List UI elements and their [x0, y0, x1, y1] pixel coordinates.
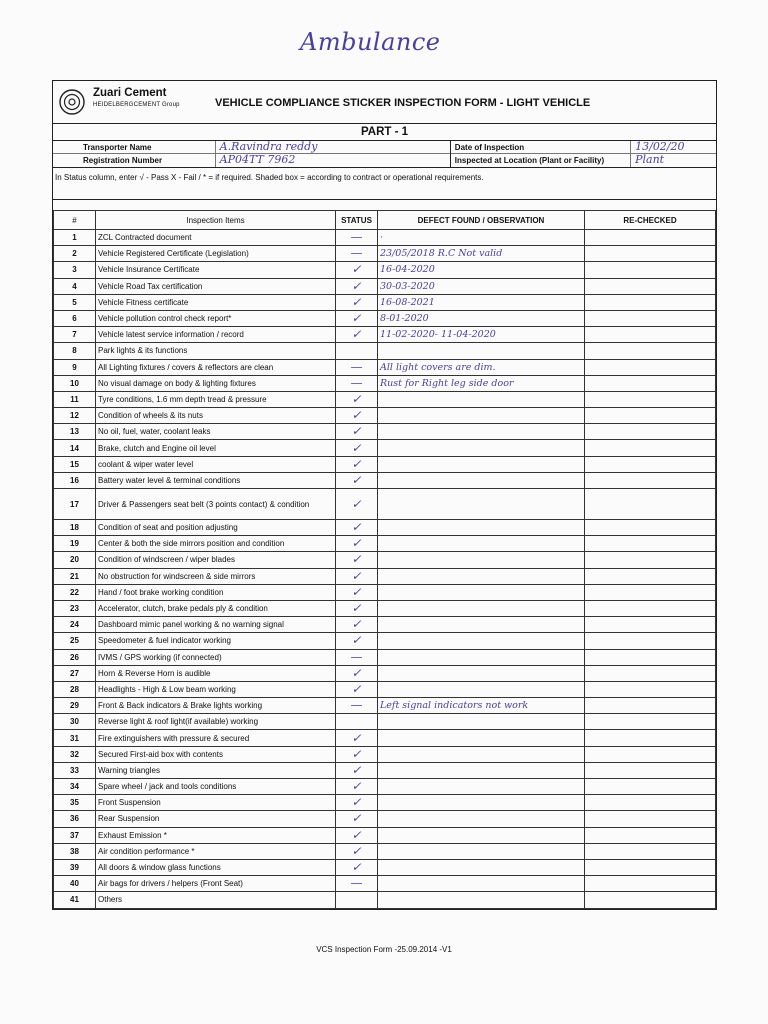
inspection-item: All doors & window glass functions: [96, 859, 336, 875]
item-number: 22: [54, 584, 96, 600]
item-number: 41: [54, 892, 96, 908]
rechecked-cell[interactable]: [585, 811, 716, 827]
inspection-item: Horn & Reverse Horn is audible: [96, 665, 336, 681]
table-row: [54, 584, 716, 600]
rechecked-cell[interactable]: [585, 762, 716, 778]
rechecked-cell[interactable]: [585, 698, 716, 714]
inspection-item: No oil, fuel, water, coolant leaks: [96, 424, 336, 440]
table-row: [54, 600, 716, 616]
inspection-item: Vehicle latest service information / record: [96, 327, 336, 343]
date-value[interactable]: 13/02/20: [635, 141, 685, 153]
item-number: 28: [54, 681, 96, 697]
item-number: 38: [54, 843, 96, 859]
col-items: Inspection Items: [96, 211, 336, 230]
defect-observation[interactable]: ·: [378, 230, 585, 246]
status-mark[interactable]: —: [336, 876, 378, 892]
item-number: 9: [54, 359, 96, 375]
status-mark[interactable]: ✓: [336, 262, 378, 278]
table-row: [54, 633, 716, 649]
item-number: 36: [54, 811, 96, 827]
status-mark[interactable]: ✓: [336, 278, 378, 294]
inspection-table: [53, 210, 716, 909]
item-number: 23: [54, 600, 96, 616]
status-mark[interactable]: ✓: [336, 859, 378, 875]
defect-observation[interactable]: [378, 584, 585, 600]
status-mark[interactable]: ✓: [336, 424, 378, 440]
table-row: [54, 892, 716, 908]
rechecked-cell[interactable]: [585, 568, 716, 584]
status-mark[interactable]: ✓: [336, 633, 378, 649]
table-row: [54, 327, 716, 343]
rechecked-cell[interactable]: [585, 375, 716, 391]
item-number: 12: [54, 408, 96, 424]
status-mark[interactable]: ✓: [336, 746, 378, 762]
inspection-item: Vehicle Road Tax certification: [96, 278, 336, 294]
inspection-item: Brake, clutch and Engine oil level: [96, 440, 336, 456]
item-number: 20: [54, 552, 96, 568]
rechecked-cell[interactable]: [585, 649, 716, 665]
form-footer: VCS Inspection Form -25.09.2014 -V1: [316, 945, 452, 954]
status-mark[interactable]: ✓: [336, 310, 378, 326]
inspection-item: Vehicle pollution control check report*: [96, 310, 336, 326]
inspection-item: Air condition performance *: [96, 843, 336, 859]
status-mark[interactable]: ✓: [336, 440, 378, 456]
rechecked-cell[interactable]: [585, 746, 716, 762]
inspection-item: Front Suspension: [96, 795, 336, 811]
table-row: [54, 811, 716, 827]
item-number: 39: [54, 859, 96, 875]
rechecked-cell[interactable]: [585, 536, 716, 552]
defect-observation[interactable]: [378, 617, 585, 633]
rechecked-cell[interactable]: [585, 584, 716, 600]
table-row: [54, 827, 716, 843]
status-mark[interactable]: [336, 892, 378, 908]
item-number: 32: [54, 746, 96, 762]
defect-observation[interactable]: [378, 568, 585, 584]
defect-observation[interactable]: [378, 714, 585, 730]
defect-observation[interactable]: [378, 746, 585, 762]
item-number: 6: [54, 310, 96, 326]
table-row: [54, 391, 716, 407]
item-number: 29: [54, 698, 96, 714]
registration-value[interactable]: AP04TT 7962: [219, 154, 296, 166]
item-number: 3: [54, 262, 96, 278]
rechecked-cell[interactable]: [585, 230, 716, 246]
item-number: 17: [54, 489, 96, 520]
inspection-item: coolant & wiper water level: [96, 456, 336, 472]
inspection-item: Dashboard mimic panel working & no warning signal: [96, 617, 336, 633]
table-row: [54, 310, 716, 326]
inspection-item: Exhaust Emission *: [96, 827, 336, 843]
status-mark[interactable]: [336, 714, 378, 730]
item-number: 27: [54, 665, 96, 681]
defect-observation[interactable]: [378, 391, 585, 407]
defect-observation[interactable]: [378, 600, 585, 616]
inspection-item: Fire extinguishers with pressure & secured: [96, 730, 336, 746]
defect-observation[interactable]: [378, 472, 585, 488]
defect-observation[interactable]: [378, 424, 585, 440]
status-mark[interactable]: ✓: [336, 568, 378, 584]
rechecked-cell[interactable]: [585, 876, 716, 892]
defect-observation[interactable]: [378, 633, 585, 649]
table-row: [54, 262, 716, 278]
inspection-item: Condition of wheels & its nuts: [96, 408, 336, 424]
table-row: [54, 795, 716, 811]
defect-observation[interactable]: 11-02-2020- 11-04-2020: [378, 327, 585, 343]
table-row: [54, 843, 716, 859]
table-row: [54, 617, 716, 633]
rechecked-cell[interactable]: [585, 489, 716, 520]
rechecked-cell[interactable]: [585, 310, 716, 326]
defect-observation[interactable]: 23/05/2018 R.C Not valid: [378, 246, 585, 262]
status-mark[interactable]: ✓: [336, 456, 378, 472]
defect-observation[interactable]: Rust for Right leg side door: [378, 375, 585, 391]
table-row: [54, 520, 716, 536]
table-row: [54, 876, 716, 892]
table-row: [54, 408, 716, 424]
status-mark[interactable]: ✓: [336, 327, 378, 343]
status-mark[interactable]: ✓: [336, 391, 378, 407]
item-number: 37: [54, 827, 96, 843]
defect-observation[interactable]: 16-08-2021: [378, 294, 585, 310]
rechecked-cell[interactable]: [585, 714, 716, 730]
rechecked-cell[interactable]: [585, 408, 716, 424]
table-row: [54, 246, 716, 262]
status-mark[interactable]: ✓: [336, 665, 378, 681]
item-number: 18: [54, 520, 96, 536]
defect-observation[interactable]: Left signal indicators not work: [378, 698, 585, 714]
defect-observation[interactable]: [378, 681, 585, 697]
rechecked-cell[interactable]: [585, 343, 716, 359]
defect-observation[interactable]: [378, 843, 585, 859]
status-mark[interactable]: ✓: [336, 795, 378, 811]
status-mark[interactable]: [336, 343, 378, 359]
table-row: [54, 230, 716, 246]
inspection-item: All Lighting fixtures / covers & reflectors are clean: [96, 359, 336, 375]
table-row: [54, 375, 716, 391]
rechecked-cell[interactable]: [585, 359, 716, 375]
inspection-item: Condition of seat and position adjusting: [96, 520, 336, 536]
rechecked-cell[interactable]: [585, 327, 716, 343]
col-defect: DEFECT FOUND / OBSERVATION: [378, 211, 585, 230]
table-row: [54, 779, 716, 795]
inspection-item: Center & both the side mirrors position and condition: [96, 536, 336, 552]
inspection-item: Battery water level & terminal conditions: [96, 472, 336, 488]
item-number: 19: [54, 536, 96, 552]
table-row: [54, 536, 716, 552]
registration-label: Registration Number: [53, 154, 216, 167]
inspection-item: Hand / foot brake working condition: [96, 584, 336, 600]
table-row: [54, 456, 716, 472]
status-mark[interactable]: ✓: [336, 552, 378, 568]
defect-observation[interactable]: 30-03-2020: [378, 278, 585, 294]
table-row: [54, 730, 716, 746]
table-row: [54, 489, 716, 520]
rechecked-cell[interactable]: [585, 859, 716, 875]
rechecked-cell[interactable]: [585, 681, 716, 697]
inspection-item: Tyre conditions, 1.6 mm depth tread & pressure: [96, 391, 336, 407]
item-number: 8: [54, 343, 96, 359]
inspection-item: Secured First-aid box with contents: [96, 746, 336, 762]
inspection-item: Speedometer & fuel indicator working: [96, 633, 336, 649]
inspection-item: No obstruction for windscreen & side mirrors: [96, 568, 336, 584]
defect-observation[interactable]: [378, 779, 585, 795]
item-number: 35: [54, 795, 96, 811]
company-name: Zuari Cement: [93, 87, 167, 99]
rechecked-cell[interactable]: [585, 440, 716, 456]
status-mark[interactable]: ✓: [336, 536, 378, 552]
rechecked-cell[interactable]: [585, 730, 716, 746]
rechecked-cell[interactable]: [585, 278, 716, 294]
status-mark[interactable]: ✓: [336, 811, 378, 827]
table-header-row: [54, 211, 716, 230]
vehicle-info: [53, 141, 716, 168]
table-row: [54, 359, 716, 375]
form-header: [53, 81, 716, 124]
inspection-item: Air bags for drivers / helpers (Front Seat): [96, 876, 336, 892]
inspection-item: Vehicle Fitness certificate: [96, 294, 336, 310]
rechecked-cell[interactable]: [585, 779, 716, 795]
inspection-item: Condition of windscreen / wiper blades: [96, 552, 336, 568]
status-mark[interactable]: ✓: [336, 472, 378, 488]
table-row: [54, 859, 716, 875]
table-row: [54, 552, 716, 568]
inspection-item: Headlights - High & Low beam working: [96, 681, 336, 697]
rechecked-cell[interactable]: [585, 617, 716, 633]
table-row: [54, 681, 716, 697]
defect-observation[interactable]: [378, 795, 585, 811]
item-number: 21: [54, 568, 96, 584]
item-number: 7: [54, 327, 96, 343]
status-mark[interactable]: ✓: [336, 489, 378, 520]
status-mark[interactable]: —: [336, 698, 378, 714]
status-mark[interactable]: ✓: [336, 843, 378, 859]
inspection-item: Driver & Passengers seat belt (3 points contact) & condition: [96, 489, 336, 520]
defect-observation[interactable]: [378, 762, 585, 778]
location-value[interactable]: Plant: [635, 154, 665, 166]
table-row: [54, 343, 716, 359]
defect-observation[interactable]: [378, 730, 585, 746]
defect-observation[interactable]: [378, 536, 585, 552]
col-number: #: [54, 211, 96, 230]
item-number: 15: [54, 456, 96, 472]
inspection-item: ZCL Contracted document: [96, 230, 336, 246]
item-number: 5: [54, 294, 96, 310]
table-row: [54, 746, 716, 762]
item-number: 10: [54, 375, 96, 391]
inspection-item: No visual damage on body & lighting fixtures: [96, 375, 336, 391]
item-number: 25: [54, 633, 96, 649]
handwritten-title: Ambulance: [300, 28, 441, 56]
table-row: [54, 698, 716, 714]
defect-observation[interactable]: [378, 827, 585, 843]
item-number: 11: [54, 391, 96, 407]
defect-observation[interactable]: [378, 456, 585, 472]
defect-observation[interactable]: [378, 408, 585, 424]
inspection-item: Vehicle Insurance Certificate: [96, 262, 336, 278]
status-mark[interactable]: —: [336, 246, 378, 262]
inspection-item: Accelerator, clutch, brake pedals ply & condition: [96, 600, 336, 616]
status-mark[interactable]: ✓: [336, 617, 378, 633]
status-mark[interactable]: —: [336, 649, 378, 665]
status-mark[interactable]: ✓: [336, 762, 378, 778]
defect-observation[interactable]: [378, 343, 585, 359]
status-mark[interactable]: ✓: [336, 294, 378, 310]
rechecked-cell[interactable]: [585, 472, 716, 488]
item-number: 4: [54, 278, 96, 294]
table-row: [54, 665, 716, 681]
table-row: [54, 278, 716, 294]
item-number: 13: [54, 424, 96, 440]
status-mark[interactable]: ✓: [336, 584, 378, 600]
defect-observation[interactable]: [378, 520, 585, 536]
company-logo-icon: [59, 89, 85, 115]
rechecked-cell[interactable]: [585, 294, 716, 310]
defect-observation[interactable]: [378, 649, 585, 665]
transporter-label: Transporter Name: [53, 141, 216, 154]
inspection-item: Park lights & its functions: [96, 343, 336, 359]
rechecked-cell[interactable]: [585, 391, 716, 407]
transporter-value[interactable]: A.Ravindra reddy: [219, 141, 318, 153]
rechecked-cell[interactable]: [585, 843, 716, 859]
table-row: [54, 568, 716, 584]
item-number: 40: [54, 876, 96, 892]
rechecked-cell[interactable]: [585, 795, 716, 811]
defect-observation[interactable]: [378, 489, 585, 520]
inspection-item: Reverse light & roof light(if available) working: [96, 714, 336, 730]
form-title: VEHICLE COMPLIANCE STICKER INSPECTION FORM - LIGHT VEHICLE: [215, 97, 591, 109]
item-number: 26: [54, 649, 96, 665]
status-mark[interactable]: —: [336, 230, 378, 246]
item-number: 34: [54, 779, 96, 795]
rechecked-cell[interactable]: [585, 600, 716, 616]
location-label: Inspected at Location (Plant or Facility): [451, 154, 631, 167]
table-row: [54, 472, 716, 488]
inspection-item: Front & Back indicators & Brake lights working: [96, 698, 336, 714]
status-mark[interactable]: ✓: [336, 681, 378, 697]
defect-observation[interactable]: [378, 811, 585, 827]
defect-observation[interactable]: [378, 892, 585, 908]
col-rechecked: RE-CHECKED: [585, 211, 716, 230]
status-mark[interactable]: ✓: [336, 520, 378, 536]
inspection-item: Spare wheel / jack and tools conditions: [96, 779, 336, 795]
inspection-item: Rear Suspension: [96, 811, 336, 827]
status-mark[interactable]: —: [336, 359, 378, 375]
table-row: [54, 424, 716, 440]
defect-observation[interactable]: [378, 859, 585, 875]
rechecked-cell[interactable]: [585, 633, 716, 649]
status-mark[interactable]: —: [336, 375, 378, 391]
table-row: [54, 649, 716, 665]
inspection-form: [52, 80, 717, 910]
defect-observation[interactable]: [378, 440, 585, 456]
company-group: HEIDELBERGCEMENT Group: [93, 102, 180, 108]
item-number: 33: [54, 762, 96, 778]
date-label: Date of Inspection: [451, 141, 631, 154]
inspection-item: Vehicle Registered Certificate (Legislation): [96, 246, 336, 262]
rechecked-cell[interactable]: [585, 246, 716, 262]
rechecked-cell[interactable]: [585, 262, 716, 278]
rechecked-cell[interactable]: [585, 552, 716, 568]
item-number: 1: [54, 230, 96, 246]
col-status: STATUS: [336, 211, 378, 230]
inspection-item: Warning triangles: [96, 762, 336, 778]
defect-observation[interactable]: All light covers are dim.: [378, 359, 585, 375]
defect-observation[interactable]: [378, 876, 585, 892]
table-row: [54, 440, 716, 456]
status-mark[interactable]: ✓: [336, 730, 378, 746]
inspection-item: IVMS / GPS working (if connected): [96, 649, 336, 665]
part-heading: PART - 1: [53, 124, 716, 141]
item-number: 30: [54, 714, 96, 730]
table-row: [54, 714, 716, 730]
defect-observation[interactable]: [378, 665, 585, 681]
rechecked-cell[interactable]: [585, 827, 716, 843]
defect-observation[interactable]: [378, 552, 585, 568]
status-mark[interactable]: ✓: [336, 408, 378, 424]
item-number: 2: [54, 246, 96, 262]
rechecked-cell[interactable]: [585, 665, 716, 681]
item-number: 24: [54, 617, 96, 633]
defect-observation[interactable]: 8-01-2020: [378, 310, 585, 326]
rechecked-cell[interactable]: [585, 892, 716, 908]
defect-observation[interactable]: 16-04-2020: [378, 262, 585, 278]
item-number: 14: [54, 440, 96, 456]
rechecked-cell[interactable]: [585, 456, 716, 472]
rechecked-cell[interactable]: [585, 520, 716, 536]
item-number: 31: [54, 730, 96, 746]
status-instructions: In Status column, enter √ - Pass X - Fail / * = if required. Shaded box = according to contract or operational requirements.: [53, 168, 716, 200]
status-mark[interactable]: ✓: [336, 600, 378, 616]
inspection-item: Others: [96, 892, 336, 908]
status-mark[interactable]: ✓: [336, 827, 378, 843]
status-mark[interactable]: ✓: [336, 779, 378, 795]
table-row: [54, 762, 716, 778]
item-number: 16: [54, 472, 96, 488]
rechecked-cell[interactable]: [585, 424, 716, 440]
table-row: [54, 294, 716, 310]
